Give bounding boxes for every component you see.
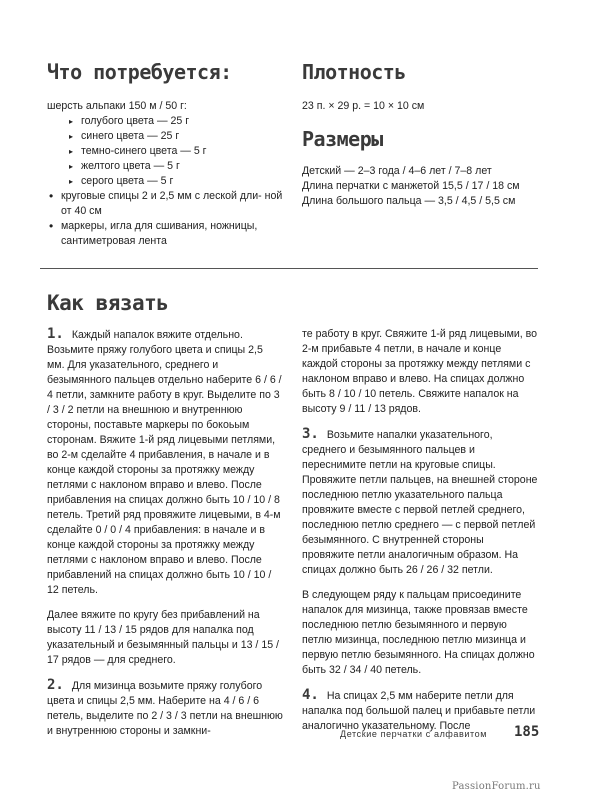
step-1-text: Каждый напалок вяжите отдельно. Возьмите пряжу голубого цвета и спицы 2,5 мм. Для указательного, среднего и безымянного пальцев отдельно наберите 6 / 6 / 4 петли, замкните работу в круг. Выделите по 3 / 3 / 2 петли на внешнюю и внутреннюю стороны, поставьте маркеры по бокоьым сторонам. Вяжите 1-й ряд лицевыми петлями, во 2-м сделайте 4 прибавления, в начале и в конце каждой стороны за протяжку между петлями с наклоном вправо и влево. После прибавления на спицах должно быть 10 / 10 / 8 петель. Третий ряд провяжите лицевыми, в 4-м сделайте 0 / 0 / 4 прибавления: в начале и в конце каждой стороны за протяжку между петлями с наклоном вправо и влево. После прибавлений на спицах должно быть 10 / 10 / 12 петель. — [47, 329, 282, 596]
step-3-text: Возьмите напалки указательного, среднего и безымянного пальцев и переснимите петли на круговые спицы. Провяжите петли пальцев, на внешней стороне последнюю петлю указательного пальца провяжите вместе с первой петлей среднего, последнюю петлю среднего — с первой петлей безымянного. С внутренней стороны провяжите петли аналогичным образом. На спицах должно быть 26 / 26 / 32 петли. — [302, 429, 538, 576]
howto-heading: Как вязать — [47, 291, 169, 315]
step-3-continued: В следующем ряду к пальцам присоедините напалок для мизинца, также провязав вместе последнюю петлю безымянного и первую петлю мизинца, последнюю петлю мизинца и первую петлю безымянного. На спицах должно быть 32 / 34 / 40 петель. — [302, 589, 535, 676]
step-2-continued: те работу в круг. Свяжите 1-й ряд лицевыми, во 2-м прибавьте 4 петли, в начале и конце каждой стороны за протяжку между петлями с наклоном вправо и влево. На спицах должно быть 8 / 10 / 10 петель. Свяжите напалок на высоту 9 / 11 / 13 рядов. — [302, 328, 538, 415]
step-4 — [302, 688, 538, 734]
yarn-color-item: ▸ желтого цвета — 5 г — [69, 159, 287, 174]
tool-item: • круговые спицы 2 и 2,5 мм с леской дли- ной от 40 см — [47, 189, 287, 219]
step-1-continued: Далее вяжите по кругу без прибавлений на высоту 11 / 13 / 15 рядов для напалка под указательный и безымянный пальцы и 13 / 15 / 17 рядов — для среднего. — [47, 609, 279, 666]
yarn-color-item: ▸ голубого цвета — 25 г — [69, 114, 287, 129]
step-2 — [47, 678, 283, 739]
section-divider — [40, 268, 538, 269]
step-1-number: 1. — [47, 326, 64, 342]
footer-title: Детские перчатки с алфавитом — [340, 729, 488, 739]
yarn-color-item: ▸ темно-синего цвета — 5 г — [69, 144, 287, 159]
yarn-color-item: ▸ серого цвета — 5 г — [69, 174, 287, 189]
step-4-text: На спицах 2,5 мм наберите петли для напалка под большой палец и прибавьте петли аналогично указательному. После — [302, 690, 536, 732]
step-2-number: 2. — [47, 677, 64, 693]
materials-heading: Что потребуется: — [47, 60, 232, 84]
tools-list — [47, 189, 287, 249]
density-text: 23 п. × 29 р. = 10 × 10 см — [302, 100, 425, 112]
size-line: Длина перчатки с манжетой 15,5 / 17 / 18 см — [302, 180, 520, 192]
size-line: Длина большого пальца — 3,5 / 4,5 / 5,5 см — [302, 195, 516, 207]
sizes-section — [302, 164, 552, 209]
step-3 — [302, 427, 538, 578]
density-heading: Плотность — [302, 60, 406, 84]
howto-left-column — [47, 327, 283, 739]
size-line: Детский — 2–3 года / 4–6 лет / 7–8 лет — [302, 165, 492, 177]
step-2-text: Для мизинца возьмите пряжу голубого цвета и спицы 2,5 мм. Наберите на 4 / 6 / 6 петель, выделите по 2 / 3 / 3 петли на внешнюю и внутреннюю стороны и замкни- — [47, 680, 283, 737]
tool-item: • маркеры, игла для сшивания, ножницы, сантиметровая лента — [47, 219, 287, 249]
sizes-heading: Размеры — [302, 127, 383, 151]
step-3-number: 3. — [302, 426, 319, 442]
howto-right-column — [302, 327, 538, 734]
yarn-color-item: ▸ синего цвета — 25 г — [69, 129, 287, 144]
page-number: 185 — [514, 724, 540, 740]
materials-section — [47, 99, 287, 249]
yarn-color-list — [47, 114, 287, 189]
step-4-number: 4. — [302, 687, 319, 703]
materials-intro: шерсть альпаки 150 м / 50 г: — [47, 100, 187, 112]
step-1 — [47, 327, 283, 598]
watermark: PassionForum.ru — [452, 781, 541, 792]
